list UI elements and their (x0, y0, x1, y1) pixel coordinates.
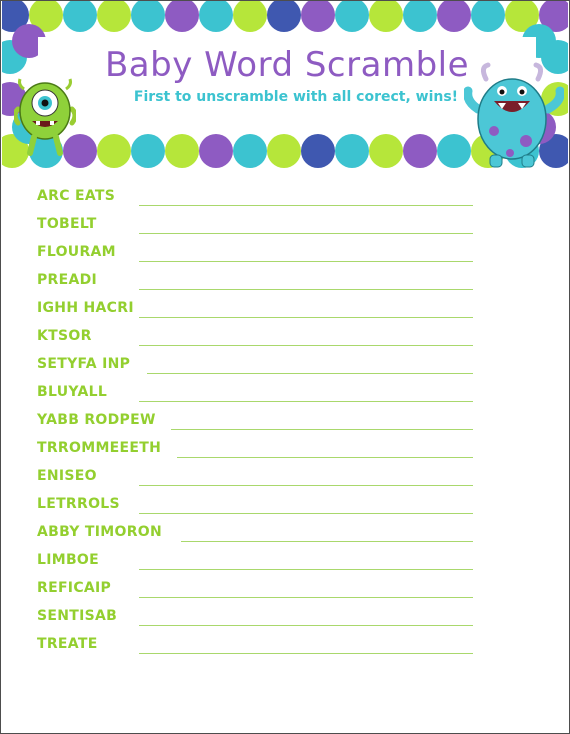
list-item (37, 524, 473, 544)
answer-line[interactable] (177, 457, 473, 458)
answer-line[interactable] (139, 205, 473, 206)
answer-line[interactable] (171, 429, 473, 430)
polka-dot-banner (2, 1, 568, 169)
scrambled-word: YABB RODPEW (37, 412, 156, 428)
list-item (37, 216, 473, 236)
blue-furry-monster-icon (464, 61, 564, 169)
answer-line[interactable] (139, 625, 473, 626)
list-item (37, 608, 473, 628)
list-item (37, 328, 473, 348)
answer-line[interactable] (181, 541, 473, 542)
scrambled-word: PREADI (37, 272, 98, 288)
list-item (37, 188, 473, 208)
scrambled-word: ENISEO (37, 468, 97, 484)
list-item (37, 356, 473, 376)
answer-line[interactable] (139, 233, 473, 234)
answer-line[interactable] (139, 261, 473, 262)
scrambled-word: TOBELT (37, 216, 97, 232)
list-item (37, 496, 473, 516)
list-item (37, 552, 473, 572)
answer-line[interactable] (147, 373, 473, 374)
scrambled-word: IGHH HACRI (37, 300, 134, 316)
answer-line[interactable] (139, 597, 473, 598)
list-item (37, 272, 473, 292)
answer-line[interactable] (139, 485, 473, 486)
scrambled-word: LETRROLS (37, 496, 120, 512)
list-item (37, 440, 473, 460)
scrambled-word: SENTISAB (37, 608, 118, 624)
answer-line[interactable] (139, 289, 473, 290)
page-subtitle: First to unscramble with all corect, wins! (133, 89, 459, 105)
title-box (38, 37, 536, 133)
page-title: Baby Word Scramble (104, 45, 470, 85)
scrambled-word: SETYFA INP (37, 356, 131, 372)
scrambled-word: TRROMMEEETH (37, 440, 162, 456)
list-item (37, 384, 473, 404)
answer-line[interactable] (139, 345, 473, 346)
answer-line[interactable] (139, 513, 473, 514)
scrambled-word: FLOURAM (37, 244, 116, 260)
answer-line[interactable] (139, 401, 473, 402)
answer-line[interactable] (139, 653, 473, 654)
answer-line[interactable] (139, 317, 473, 318)
list-item (37, 300, 473, 320)
list-item (37, 468, 473, 488)
list-item (37, 244, 473, 264)
list-item (37, 580, 473, 600)
scrambled-word: ABBY TIMORON (37, 524, 163, 540)
scrambled-word: BLUYALL (37, 384, 108, 400)
scrambled-word: KTSOR (37, 328, 92, 344)
scrambled-word: TREATE (37, 636, 98, 652)
list-item (37, 412, 473, 432)
answer-line[interactable] (139, 569, 473, 570)
scrambled-word: ARC EATS (37, 188, 116, 204)
list-item (37, 636, 473, 656)
one-eyed-green-monster-icon (14, 75, 76, 157)
scrambled-word: LIMBOE (37, 552, 99, 568)
scrambled-word: REFICAIP (37, 580, 112, 596)
